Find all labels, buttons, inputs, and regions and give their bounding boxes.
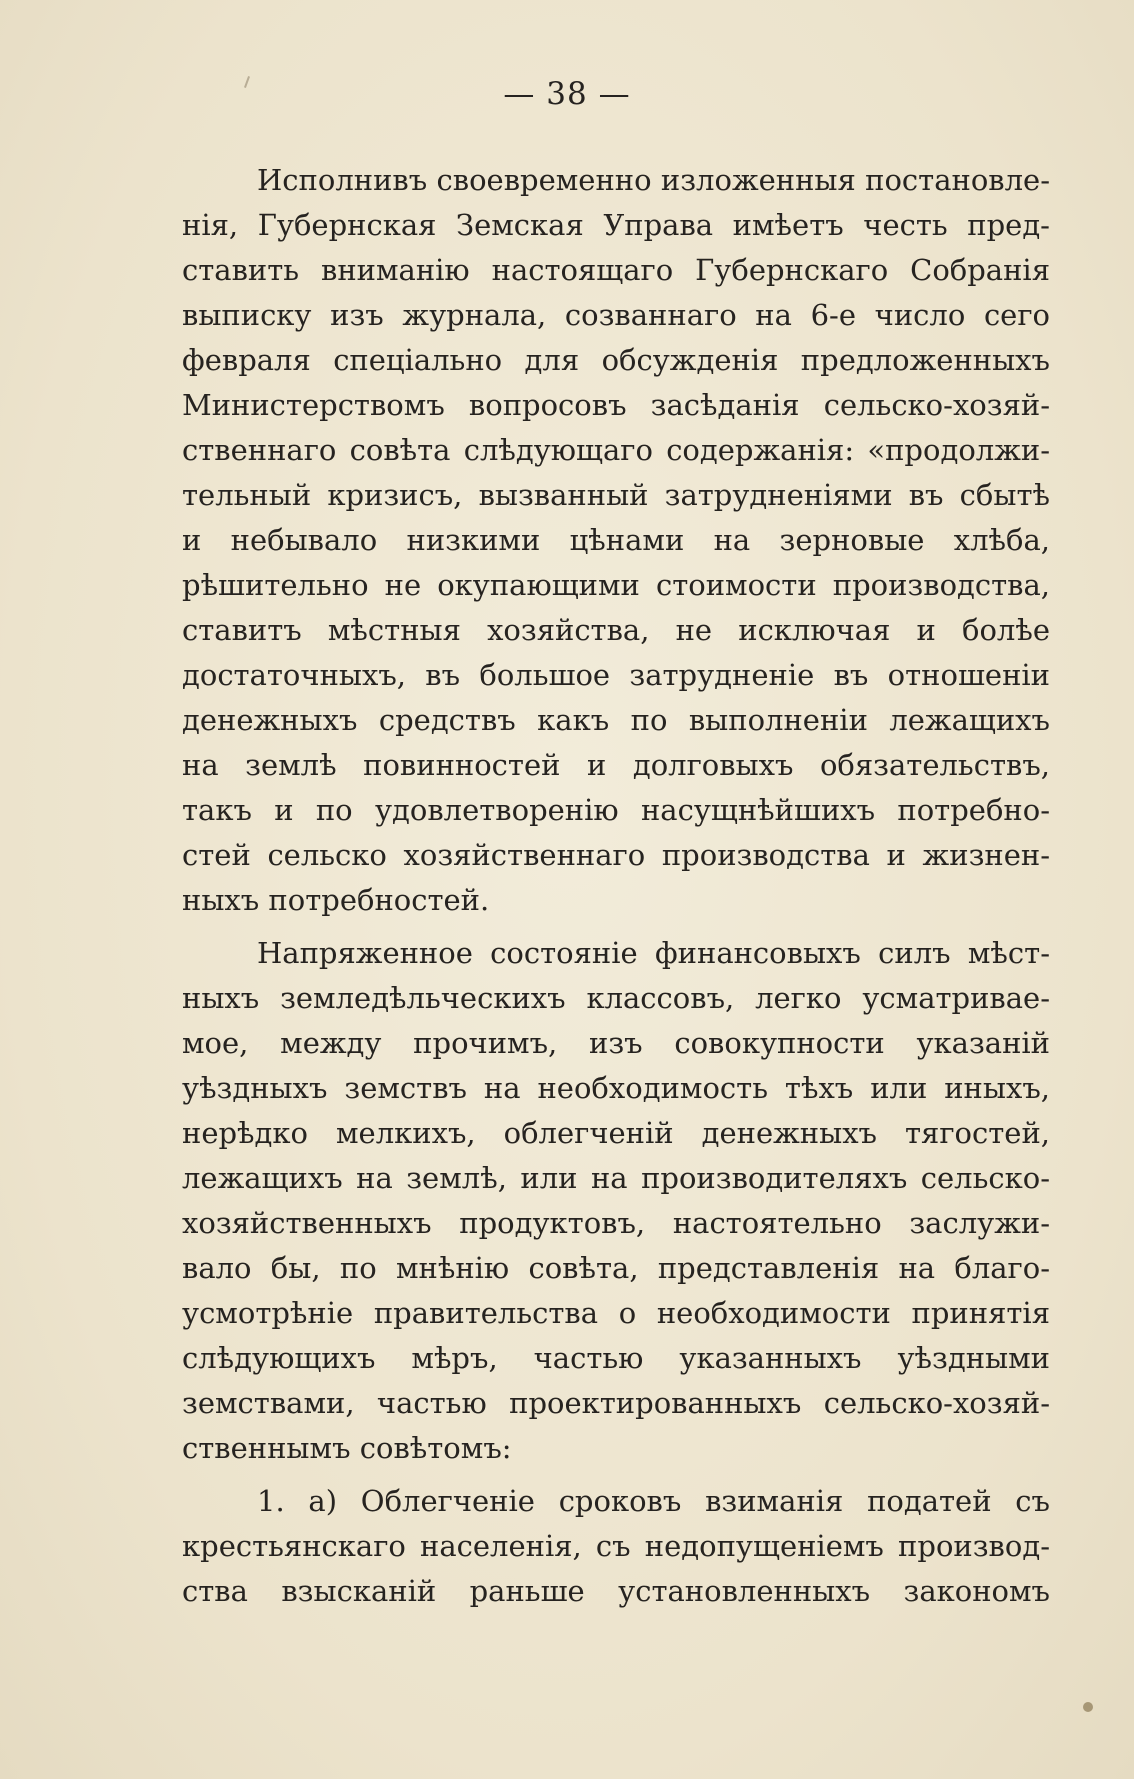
text-line: денежныхъ средствъ какъ по выполненіи лежащихъ — [182, 703, 1050, 737]
text-line: мое, между прочимъ, изъ совокупности указаній — [182, 1026, 1050, 1060]
text-line: достаточныхъ, въ большое затрудненіе въ отношеніи — [182, 658, 1050, 692]
text-line: ныхъ земледѣльческихъ классовъ, легко усматривае- — [182, 981, 1050, 1015]
text-line: Исполнивъ своевременно изложенныя постановле- — [257, 163, 1050, 197]
text-line: вало бы, по мнѣнію совѣта, представленія на благо- — [182, 1251, 1050, 1285]
paragraph-gap — [182, 1471, 1050, 1479]
text-line: усмотрѣніе правительства о необходимости принятія — [182, 1296, 1050, 1330]
text-line: стей сельско хозяйственнаго производства и жизнен- — [182, 838, 1050, 872]
text-line: ства взысканій раньше установленныхъ закономъ — [182, 1574, 1050, 1608]
text-line: ныхъ потребностей. — [182, 883, 490, 917]
text-line: нія, Губернская Земская Управа имѣетъ честь пред- — [182, 208, 1050, 242]
text-line: и небывало низкими цѣнами на зерновые хлѣба, — [182, 523, 1050, 557]
text-line: на землѣ повинностей и долговыхъ обязательствъ, — [182, 748, 1050, 782]
text-line: нерѣдко мелкихъ, облегченій денежныхъ тягостей, — [182, 1116, 1050, 1150]
text-line: крестьянскаго населенія, съ недопущеніемъ производ- — [182, 1529, 1050, 1563]
text-line: такъ и по удовлетворенію насущнѣйшихъ потребно- — [182, 793, 1050, 827]
text-line: ставить вниманію настоящаго Губернскаго Собранія — [182, 253, 1050, 287]
page-number: — 38 — — [503, 76, 631, 112]
text-line: земствами, частью проектированныхъ сельско-хозяй- — [182, 1386, 1050, 1420]
text-line: февраля спеціально для обсужденія предложенныхъ — [182, 343, 1050, 377]
text-line: Напряженное состояніе финансовыхъ силъ мѣст- — [257, 936, 1050, 970]
paragraph-gap — [182, 923, 1050, 931]
text-line: выписку изъ журнала, созваннаго на 6-е число сего — [182, 298, 1050, 332]
text-line: ственнымъ совѣтомъ: — [182, 1431, 512, 1465]
body-text — [182, 158, 1050, 1614]
text-line: 1. а) Облегченіе сроковъ взиманія податей съ — [257, 1484, 1050, 1518]
text-line: уѣздныхъ земствъ на необходимость тѣхъ или иныхъ, — [182, 1071, 1050, 1105]
text-line: ственнаго совѣта слѣдующаго содержанія: «продолжи- — [182, 433, 1050, 467]
text-line: рѣшительно не окупающими стоимости производства, — [182, 568, 1050, 602]
text-line: слѣдующихъ мѣръ, частью указанныхъ уѣздными — [182, 1341, 1050, 1375]
text-line: ставитъ мѣстныя хозяйства, не исключая и болѣе — [182, 613, 1050, 647]
text-line: лежащихъ на землѣ, или на производителяхъ сельско- — [182, 1161, 1050, 1195]
text-line: хозяйственныхъ продуктовъ, настоятельно заслужи- — [182, 1206, 1050, 1240]
text-line: Министерствомъ вопросовъ засѣданія сельско-хозяй- — [182, 388, 1050, 422]
text-line: тельный кризисъ, вызванный затрудненіями въ сбытѣ — [182, 478, 1050, 512]
ink-dot — [1083, 1702, 1093, 1712]
